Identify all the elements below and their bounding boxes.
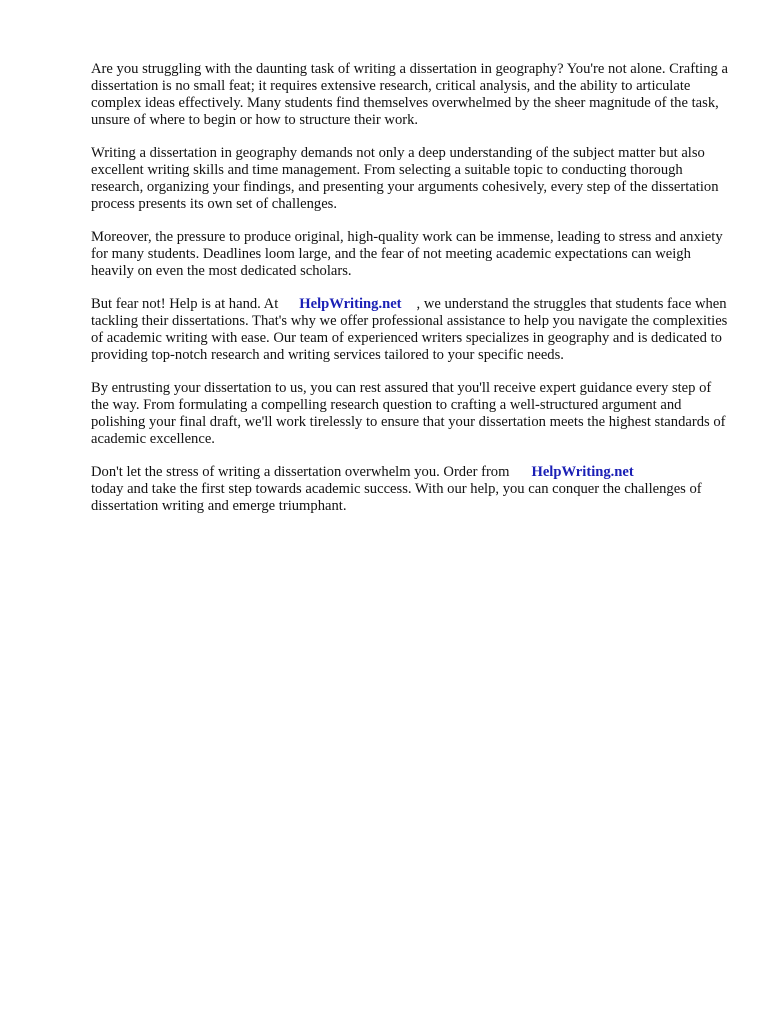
document-body — [91, 61, 731, 531]
paragraph-entrusting: By entrusting your dissertation to us, you can rest assured that you'll receive expert guidance every step of the way. From formulating a compelling research question to crafting a well-structured argument and polishing your final draft, we'll work tirelessly to ensure that your dissertation meets the highest standards of academic excellence. — [91, 380, 726, 447]
helpwriting-link[interactable]: HelpWriting.net — [299, 296, 402, 312]
helpwriting-order-link[interactable]: HelpWriting.net — [531, 464, 634, 480]
paragraph-demands: Writing a dissertation in geography demands not only a deep understanding of the subject matter but also excellent writing skills and time management. From selecting a suitable topic to conducting thorough research, organizing your findings, and presenting your arguments cohesively, every step of the dissertation process presents its own set of challenges. — [91, 145, 719, 212]
paragraph-order-before: Don't let the stress of writing a dissertation overwhelm you. Order from — [91, 464, 510, 480]
paragraph-help-before: But fear not! Help is at hand. At — [91, 296, 279, 312]
paragraph-intro: Are you struggling with the daunting task of writing a dissertation in geography? You're not alone. Crafting a dissertation is no small feat; it requires extensive research, critical analysis, and the ability to articulate complex ideas effectively. Many students find themselves overwhelmed by the sheer magnitude of the task, unsure of where to begin or how to structure their work. — [91, 61, 728, 128]
paragraph-help — [91, 296, 731, 364]
paragraph-pressure: Moreover, the pressure to produce original, high-quality work can be immense, leading to stress and anxiety for many students. Deadlines loom large, and the fear of not meeting academic expectations can weigh heavily on even the most dedicated scholars. — [91, 229, 723, 279]
paragraph-order — [91, 464, 731, 515]
paragraph-order-after: today and take the first step towards academic success. With our help, you can conquer the challenges of dissertation writing and emerge triumphant. — [91, 481, 702, 514]
paragraph-help-after: , we understand the struggles that students face when tackling their dissertations. That's why we offer professional assistance to help you navigate the complexities of academic writing with ease. Our team of experienced writers specializes in geography and is dedicated to providing top-notch research and writing services tailored to your specific needs. — [91, 296, 728, 363]
